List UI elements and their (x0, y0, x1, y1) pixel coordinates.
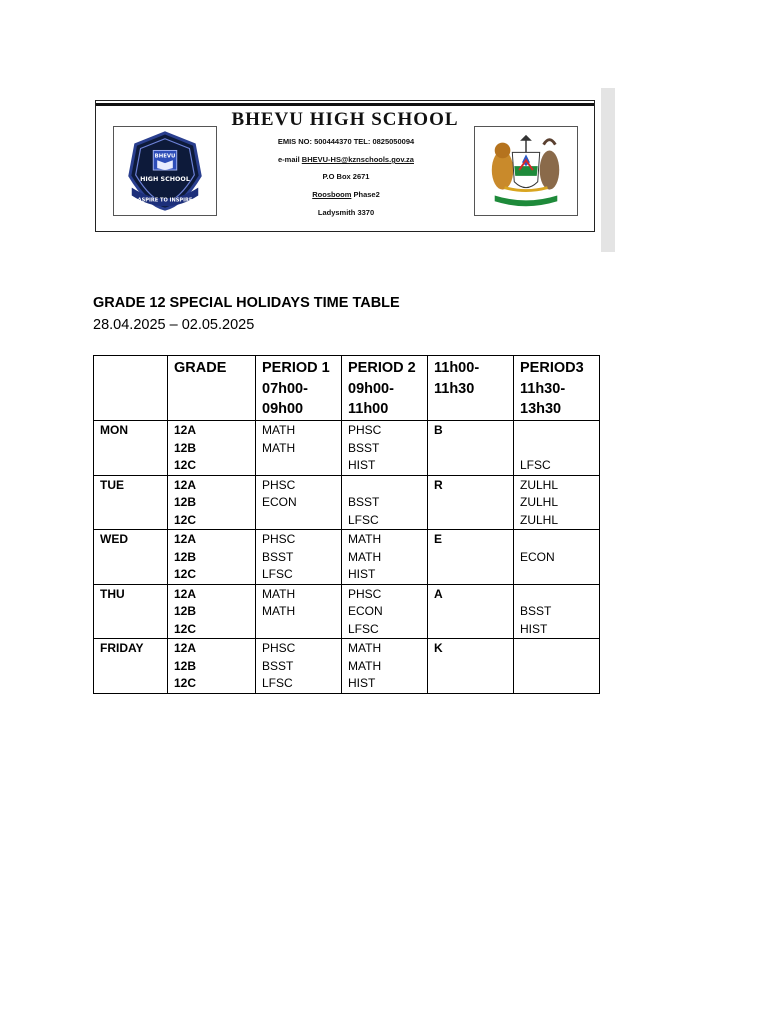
cell-line: HIST (348, 458, 376, 472)
cell-line: 12B (174, 658, 197, 673)
cell-line: 12C (174, 458, 197, 472)
cell-line (520, 531, 599, 549)
header-period-3 (514, 356, 600, 421)
cell-line (262, 457, 341, 475)
cell-line: 12B (174, 495, 197, 509)
cell-line: BSST (348, 440, 380, 455)
period-3-cell (514, 584, 600, 639)
cell-line (348, 477, 427, 495)
cell-line (262, 512, 341, 530)
cell-line: 13h30 (520, 401, 562, 417)
cell-line (520, 640, 599, 658)
cell-line: 09h00 (262, 401, 304, 417)
cell-line (520, 566, 599, 584)
cell-line: 12B (174, 440, 197, 455)
cell-line: E (434, 532, 443, 546)
cell-line: 12A (174, 532, 197, 546)
grade-cell (168, 639, 256, 694)
cell-line: MATH (348, 641, 382, 655)
cell-line: MATH (262, 423, 296, 437)
period-2-cell (342, 421, 428, 476)
letterhead (95, 100, 595, 232)
period-3-cell (514, 639, 600, 694)
cell-line: MATH (262, 586, 296, 601)
cell-line (520, 440, 599, 458)
cell-line: ECON (262, 495, 297, 509)
day-cell (94, 475, 168, 530)
cell-line: BSST (520, 604, 552, 618)
cell-line: BSST (262, 658, 294, 673)
period-1-cell (256, 475, 342, 530)
cell-line: ECON (520, 549, 555, 564)
cell-line: 12A (174, 641, 197, 655)
table-row-mon (94, 421, 600, 476)
table-row-thu (94, 584, 600, 639)
cell-line: TUE (100, 477, 124, 492)
area-name: Roosboom (312, 190, 352, 199)
po-box-line: P.O Box 2671 (322, 172, 370, 181)
cell-line: MATH (348, 532, 382, 546)
cell-line: A (434, 586, 443, 601)
cell-line: HIST (520, 621, 548, 636)
grade-cell (168, 584, 256, 639)
cell-line: HIST (348, 676, 376, 690)
cell-line: 11h00 (348, 401, 389, 417)
break-cell (428, 530, 514, 585)
cell-line: ZULHL (520, 495, 559, 509)
day-cell (94, 530, 168, 585)
header-row (94, 356, 600, 421)
grade-cell (168, 475, 256, 530)
cell-line: LFSC (348, 512, 379, 527)
cell-line: LFSC (262, 567, 293, 581)
header-period-2 (342, 356, 428, 421)
badge-motto: ASPIRE TO INSPIRE (137, 197, 193, 204)
cell-line: 12C (174, 567, 197, 581)
cell-line: FRIDAY (100, 641, 144, 655)
emis-tel-line: EMIS NO: 500444370 TEL: 0825050094 (277, 137, 415, 146)
document-title: GRADE 12 SPECIAL HOLIDAYS TIME TABLE (93, 295, 400, 311)
cell-line: 07h00- (262, 380, 308, 397)
area-suffix: Phase2 (351, 190, 380, 199)
email-link[interactable]: BHEVU-HS@kznschools.gov.za (301, 155, 414, 164)
cell-line: K (434, 641, 443, 655)
cell-line: R (434, 477, 443, 492)
scrollbar-strip (601, 88, 615, 252)
cell-line: PHSC (262, 532, 296, 546)
cell-line: HIST (348, 567, 376, 581)
area-line (236, 190, 456, 199)
period-3-cell (514, 530, 600, 585)
cell-line: PHSC (348, 423, 382, 437)
break-cell (428, 584, 514, 639)
period-2-cell (342, 530, 428, 585)
table-row-tue (94, 475, 600, 530)
cell-line: MATH (262, 604, 296, 618)
day-cell (94, 584, 168, 639)
cell-line: BSST (262, 549, 294, 564)
cell-line: 11h30 (434, 380, 475, 397)
timetable (93, 355, 600, 694)
cell-line: 09h00- (348, 380, 394, 397)
period-2-cell (342, 475, 428, 530)
grade-cell (168, 530, 256, 585)
table-row-friday (94, 639, 600, 694)
table-row-wed (94, 530, 600, 585)
cell-line: 11h00- (434, 360, 480, 376)
cell-line: PHSC (348, 586, 382, 601)
cell-line: 12C (174, 676, 197, 690)
break-cell (428, 639, 514, 694)
cell-line (520, 658, 599, 676)
cell-line: PHSC (262, 477, 296, 492)
grade-cell (168, 421, 256, 476)
email-prefix: e-mail (278, 155, 302, 164)
badge-subtitle: HIGH SCHOOL (140, 175, 190, 183)
break-cell (428, 475, 514, 530)
cell-line: 12A (174, 477, 197, 492)
cell-line: B (434, 423, 443, 437)
period-1-cell (256, 584, 342, 639)
period-3-cell (514, 421, 600, 476)
period-1-cell (256, 639, 342, 694)
cell-line: MON (100, 423, 128, 437)
cell-line: WED (100, 532, 128, 546)
cell-line: MATH (348, 549, 382, 564)
document-dates: 28.04.2025 – 02.05.2025 (93, 317, 255, 333)
school-name: BHEVU HIGH SCHOOL (231, 109, 459, 130)
cell-line (520, 675, 599, 693)
cell-line: GRADE (174, 360, 227, 376)
cell-line: LFSC (520, 458, 551, 472)
day-cell (94, 421, 168, 476)
coat-of-arms-logo (474, 126, 578, 216)
day-cell (94, 639, 168, 694)
school-badge-logo (113, 126, 217, 216)
cell-line: 11h30- (520, 380, 566, 397)
cell-line: MATH (348, 658, 382, 673)
cell-line (520, 586, 599, 604)
badge-name: BHEVU (154, 153, 176, 160)
cell-line: MATH (262, 440, 296, 455)
cell-line: PERIOD3 (520, 360, 584, 376)
cell-line: LFSC (262, 676, 293, 690)
cell-line: 12C (174, 621, 197, 636)
cell-line: ZULHL (520, 477, 559, 492)
cell-line: LFSC (348, 621, 379, 636)
cell-line: ECON (348, 604, 383, 618)
period-1-cell (256, 530, 342, 585)
cell-line: THU (100, 586, 125, 601)
cell-line: PHSC (262, 641, 296, 655)
town-line: Ladysmith 3370 (317, 208, 375, 217)
cell-line: ZULHL (520, 512, 559, 527)
cell-line: PERIOD 2 (348, 360, 416, 376)
cell-line: 12A (174, 423, 197, 437)
header-grade (168, 356, 256, 421)
school-badge-icon (114, 127, 216, 215)
cell-line: 12C (174, 512, 197, 527)
email-line (236, 155, 456, 164)
header-break (428, 356, 514, 421)
cell-line: 12A (174, 586, 197, 601)
cell-line: 12B (174, 549, 197, 564)
header-period-1 (256, 356, 342, 421)
period-2-cell (342, 584, 428, 639)
cell-line: BSST (348, 495, 380, 509)
period-2-cell (342, 639, 428, 694)
cell-line (262, 621, 341, 639)
coat-of-arms-icon (475, 127, 577, 215)
period-1-cell (256, 421, 342, 476)
period-3-cell (514, 475, 600, 530)
cell-line: PERIOD 1 (262, 360, 330, 376)
break-cell (428, 421, 514, 476)
header-day (94, 356, 168, 421)
cell-line (520, 422, 599, 440)
cell-line: 12B (174, 604, 197, 618)
